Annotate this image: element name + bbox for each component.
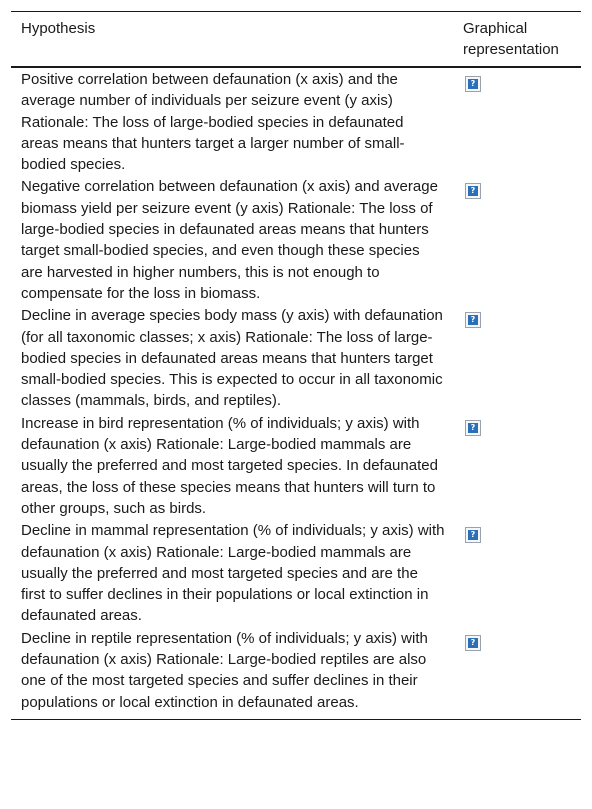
question-mark-icon: ? xyxy=(468,79,478,89)
table-row xyxy=(11,304,581,411)
table-row xyxy=(11,67,581,175)
missing-image-icon[interactable] xyxy=(465,183,481,199)
missing-image-icon[interactable] xyxy=(465,76,481,92)
graph-cell xyxy=(455,304,581,411)
table-row xyxy=(11,175,581,304)
graph-cell xyxy=(455,175,581,304)
hypothesis-cell: Negative correlation between defaunation (x axis) and average biomass yield per seizure event (y axis) Rationale: The loss of large-bodied species in defaunated areas means that hunters target small-bodied species, and even though these species are harvested in higher numbers, this is not enough to compensate for the loss in biomass. xyxy=(21,178,438,302)
question-mark-icon: ? xyxy=(468,530,478,540)
table-row xyxy=(11,412,581,519)
hypothesis-cell: Decline in mammal representation (% of individuals; y axis) with defaunation (x axis) Rationale: Large-bodied mammals are usually the preferred and most targeted species and are the first to suffer declines in their populations or local extinction in defaunated areas. xyxy=(21,522,445,625)
question-mark-icon: ? xyxy=(468,315,478,325)
hypothesis-table xyxy=(11,11,581,720)
missing-image-icon[interactable] xyxy=(465,635,481,651)
hypothesis-cell: Decline in average species body mass (y axis) with defaunation (for all taxonomic classes; x axis) Rationale: The loss of large-bodied species in defaunated areas means that hunters target small-bodied species. This is expected to occur in all taxonomic classes (mammals, birds, and reptiles). xyxy=(21,307,443,410)
table-body xyxy=(11,67,581,719)
question-mark-icon: ? xyxy=(468,423,478,433)
graph-cell xyxy=(455,412,581,519)
table-header xyxy=(11,12,581,68)
table xyxy=(11,11,581,720)
table-row xyxy=(11,519,581,626)
hypothesis-cell: Decline in reptile representation (% of individuals; y axis) with defaunation (x axis) Rationale: Large-bodied reptiles are also one of the most targeted species and suffer declines in their populations or local extinction in defaunated areas. xyxy=(11,627,455,720)
question-mark-icon: ? xyxy=(468,186,478,196)
table-row xyxy=(11,627,581,720)
graph-cell xyxy=(455,67,581,175)
graph-cell xyxy=(455,627,581,720)
hypothesis-cell: Increase in bird representation (% of individuals; y axis) with defaunation (x axis) Rationale: Large-bodied mammals are usually the preferred and most targeted species. In defaunated areas, the loss of these species means that hunters will turn to other groups, such as birds. xyxy=(21,414,438,517)
missing-image-icon[interactable] xyxy=(465,527,481,543)
question-mark-icon: ? xyxy=(468,638,478,648)
header-hypothesis: Hypothesis xyxy=(11,12,455,68)
missing-image-icon[interactable] xyxy=(465,312,481,328)
header-row xyxy=(11,12,581,68)
hypothesis-cell: Positive correlation between defaunation (x axis) and the average number of individuals per seizure event (y axis) Rationale: The loss of large-bodied species in defaunated areas means that hunters target a larger number of small-bodied species. xyxy=(21,71,405,174)
header-graphical-representation: Graphical representation xyxy=(455,12,581,68)
graph-cell xyxy=(455,519,581,626)
missing-image-icon[interactable] xyxy=(465,420,481,436)
